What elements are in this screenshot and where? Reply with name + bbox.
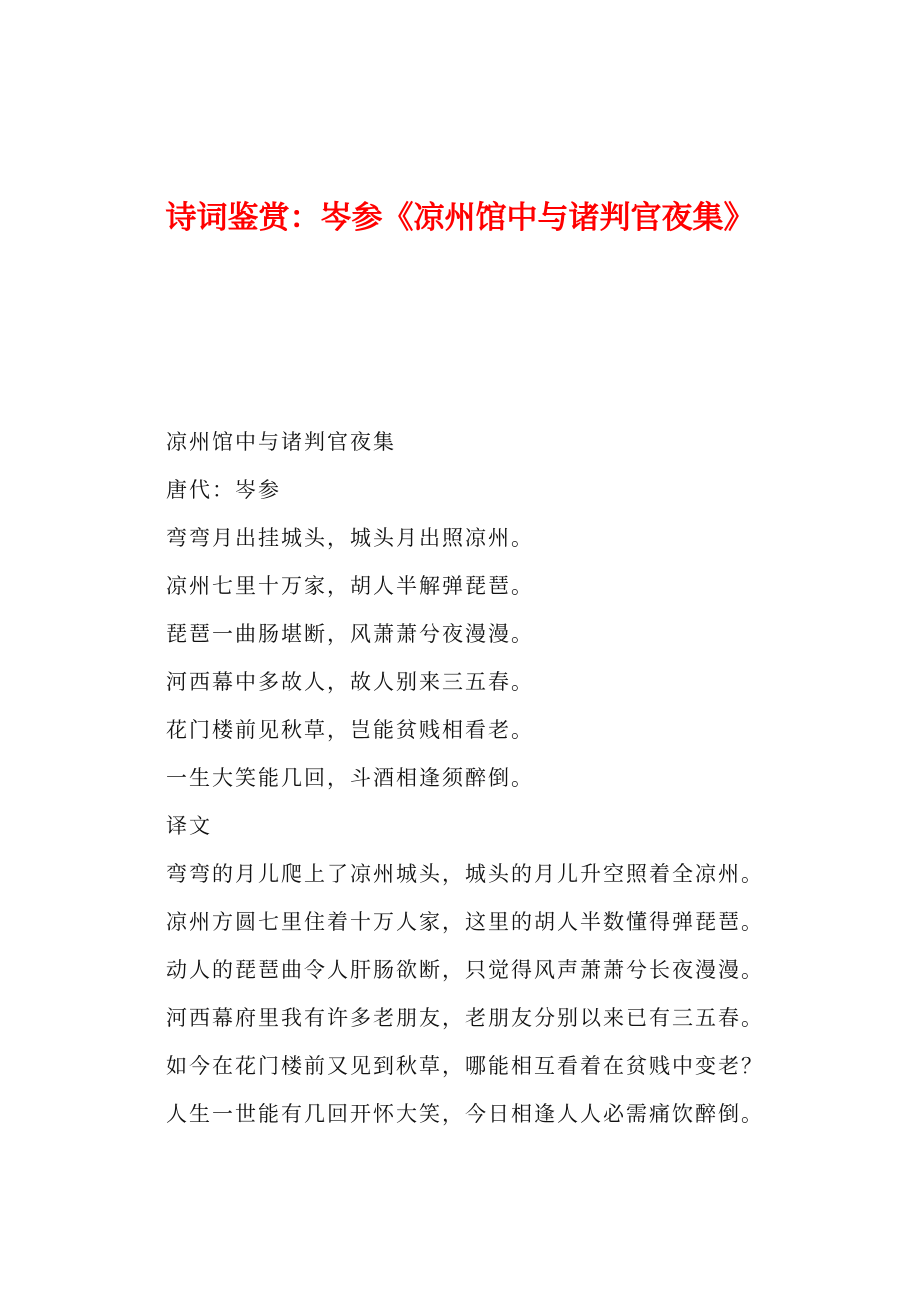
translation-line: 动人的琵琶曲令人肝肠欲断，只觉得风声萧萧兮长夜漫漫。 [166,958,764,982]
document-body [166,418,806,1138]
poem-line: 凉州七里十万家，胡人半解弹琵琶。 [166,574,534,598]
poem-line: 琵琶一曲肠堪断，风萧萧兮夜漫漫。 [166,622,534,646]
document-title: 诗词鉴赏：岑参《凉州馆中与诸判官夜集》 [165,200,755,236]
poem-heading: 凉州馆中与诸判官夜集 [166,430,396,454]
translation-heading: 译文 [166,814,212,838]
translation-line: 人生一世能有几回开怀大笑，今日相逢人人必需痛饮醉倒。 [166,1102,764,1126]
translation-line: 如今在花门楼前又见到秋草，哪能相互看着在贫贱中变老？ [166,1054,764,1078]
translation-line: 弯弯的月儿爬上了凉州城头，城头的月儿升空照着全凉州。 [166,862,764,886]
poem-author: 唐代：岑参 [166,478,281,502]
poem-line: 一生大笑能几回，斗酒相逢须醉倒。 [166,766,534,790]
poem-line: 花门楼前见秋草，岂能贫贱相看老。 [166,718,534,742]
poem-line: 河西幕中多故人，故人别来三五春。 [166,670,534,694]
translation-line: 河西幕府里我有许多老朋友，老朋友分别以来已有三五春。 [166,1006,764,1030]
translation-line: 凉州方圆七里住着十万人家，这里的胡人半数懂得弹琵琶。 [166,910,764,934]
poem-line: 弯弯月出挂城头，城头月出照凉州。 [166,526,534,550]
